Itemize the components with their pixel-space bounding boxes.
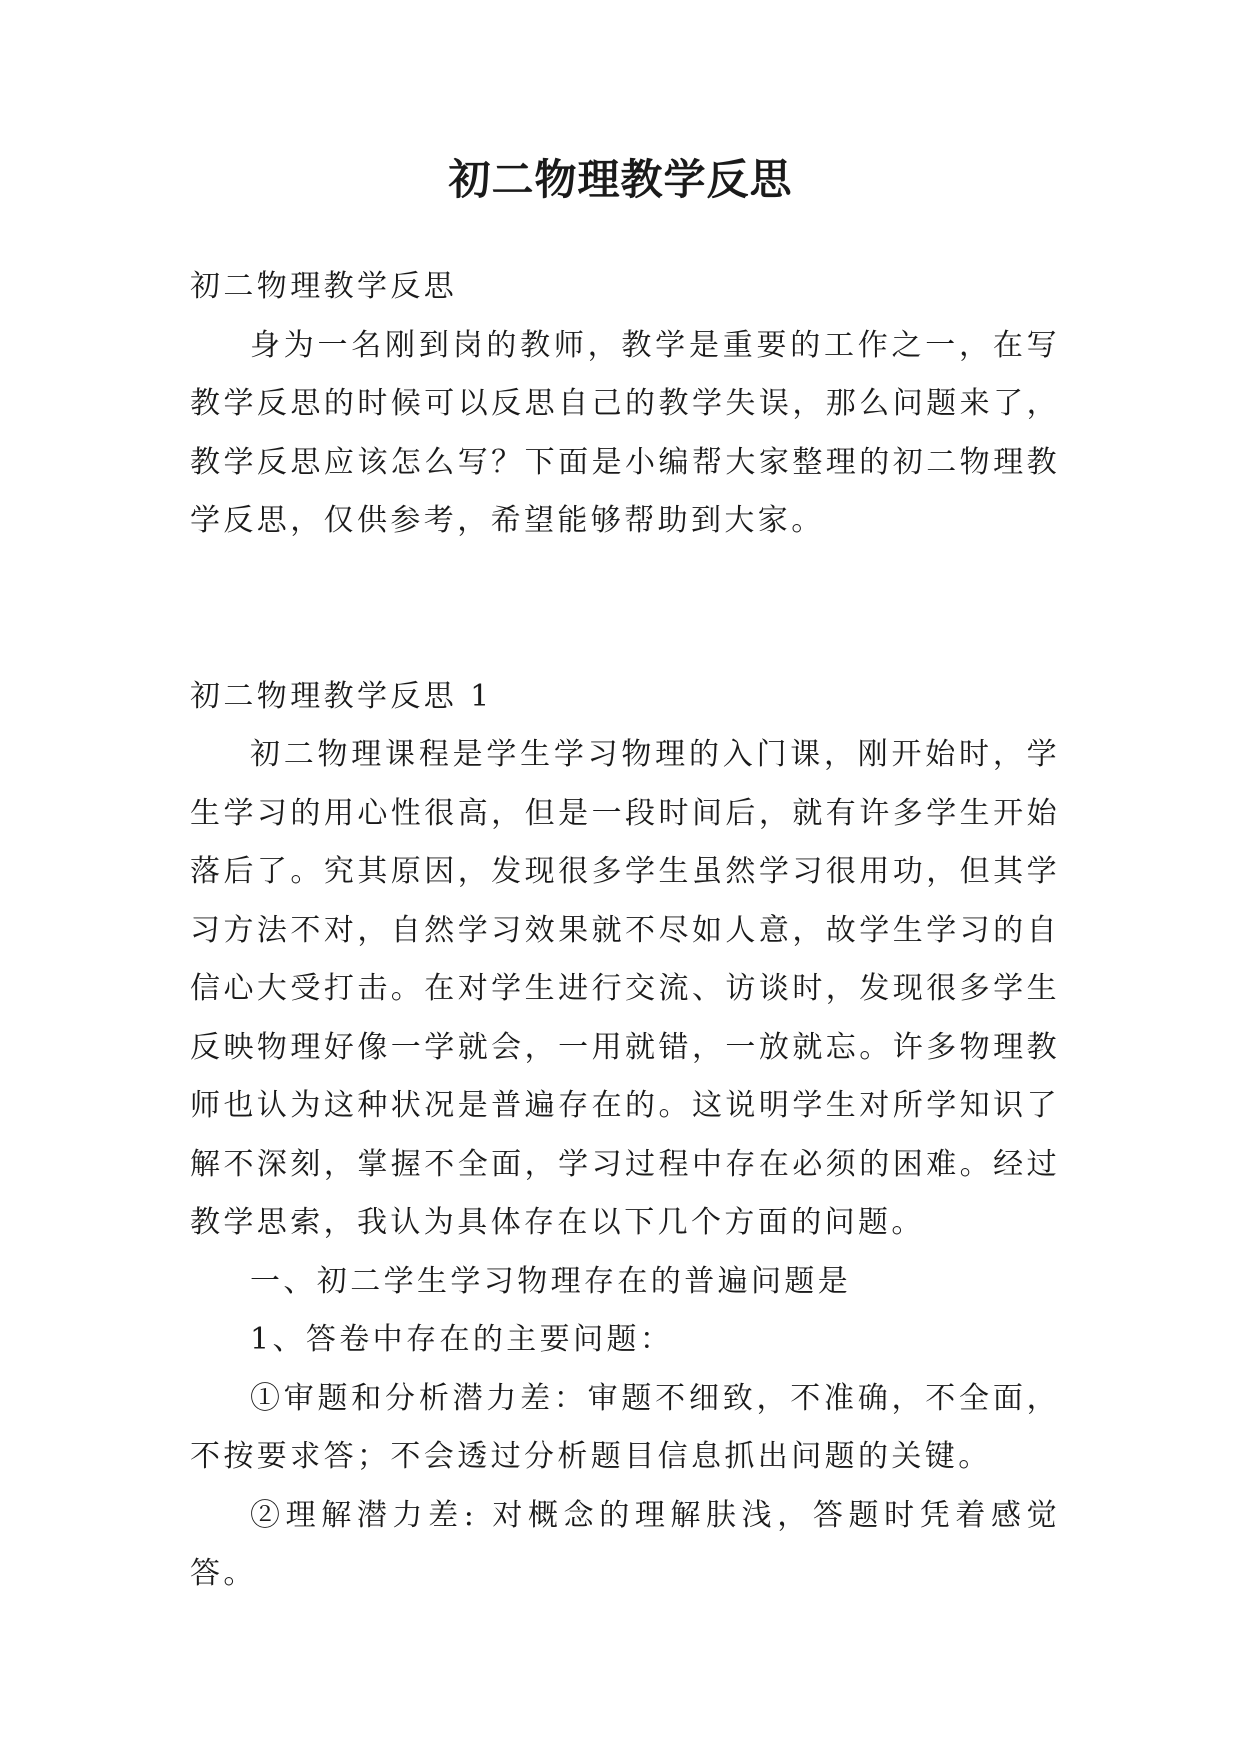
list-item-2: ②理解潜力差: 对概念的理解肤浅，答题时凭着感觉答。 [190, 1497, 1060, 1591]
document-title: 初二物理教学反思 [448, 155, 793, 204]
section-paragraph: 初二物理课程是学生学习物理的入门课，刚开始时，学生学习的用心性很高，但是一段时间后，就有许多学生开始落后了。究其原因，发现很多学生虽然学习很用功，但其学习方法不对，自然学习效果就不尽如人意，故学生学习的自信心大受打击。在对学生进行交流、访谈时，发现很多学生反映物理好像一学就会，一用就错，一放就忘。许多物理教师也认为这种状况是普遍存在的。这说明学生对所学知识了解不深刻，掌握不全面，学习过程中存在必须的困难。经过教学思索，我认为具体存在以下几个方面的问题。 [190, 737, 1060, 1240]
section-spacer [190, 551, 1060, 668]
document-subtitle: 初二物理教学反思 [190, 269, 458, 304]
list-item-1: ①审题和分析潜力差：审题不细致，不准确，不全面，不按要求答；不会透过分析题目信息抓出问题的关键。 [190, 1380, 1060, 1474]
document-body [190, 258, 1060, 1604]
intro-paragraph: 身为一名刚到岗的教师，教学是重要的工作之一，在写教学反思的时候可以反思自己的教学失误，那么问题来了，教学反思应该怎么写？下面是小编帮大家整理的初二物理教学反思，仅供参考，希望能够帮助到大家。 [190, 327, 1060, 538]
section-heading: 初二物理教学反思 1 [190, 678, 493, 714]
sub-heading: 1、答卷中存在的主要问题： [250, 1322, 674, 1357]
point-heading: 一、初二学生学习物理存在的普遍问题是 [250, 1263, 852, 1299]
